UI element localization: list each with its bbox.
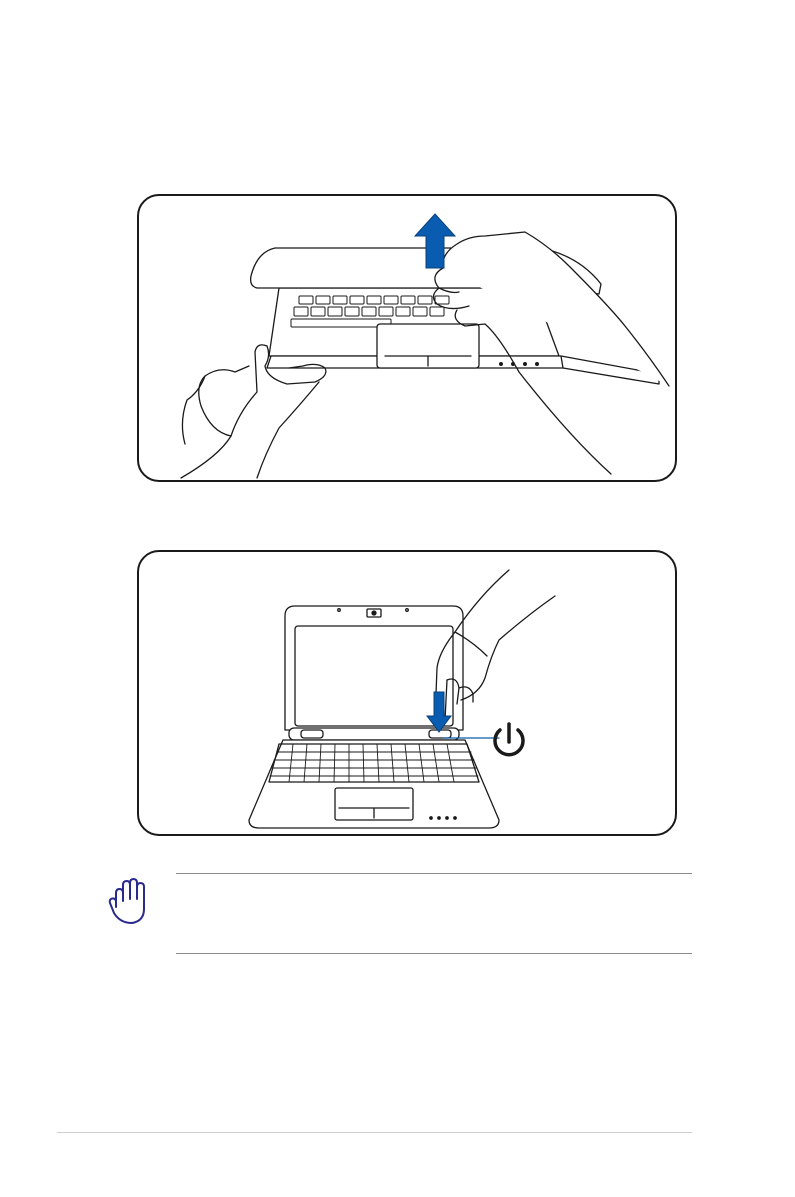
power-icon xyxy=(495,724,523,755)
press-power-button-illustration xyxy=(139,552,677,836)
notice-bottom-rule xyxy=(176,953,692,954)
screen-display xyxy=(295,626,453,726)
open-lid-figure xyxy=(137,194,677,482)
footer-rule xyxy=(57,1132,692,1133)
open-lid-illustration xyxy=(139,196,677,482)
power-on-figure xyxy=(137,550,677,836)
stop-hand-icon xyxy=(108,877,150,925)
notice-top-rule xyxy=(176,873,692,874)
